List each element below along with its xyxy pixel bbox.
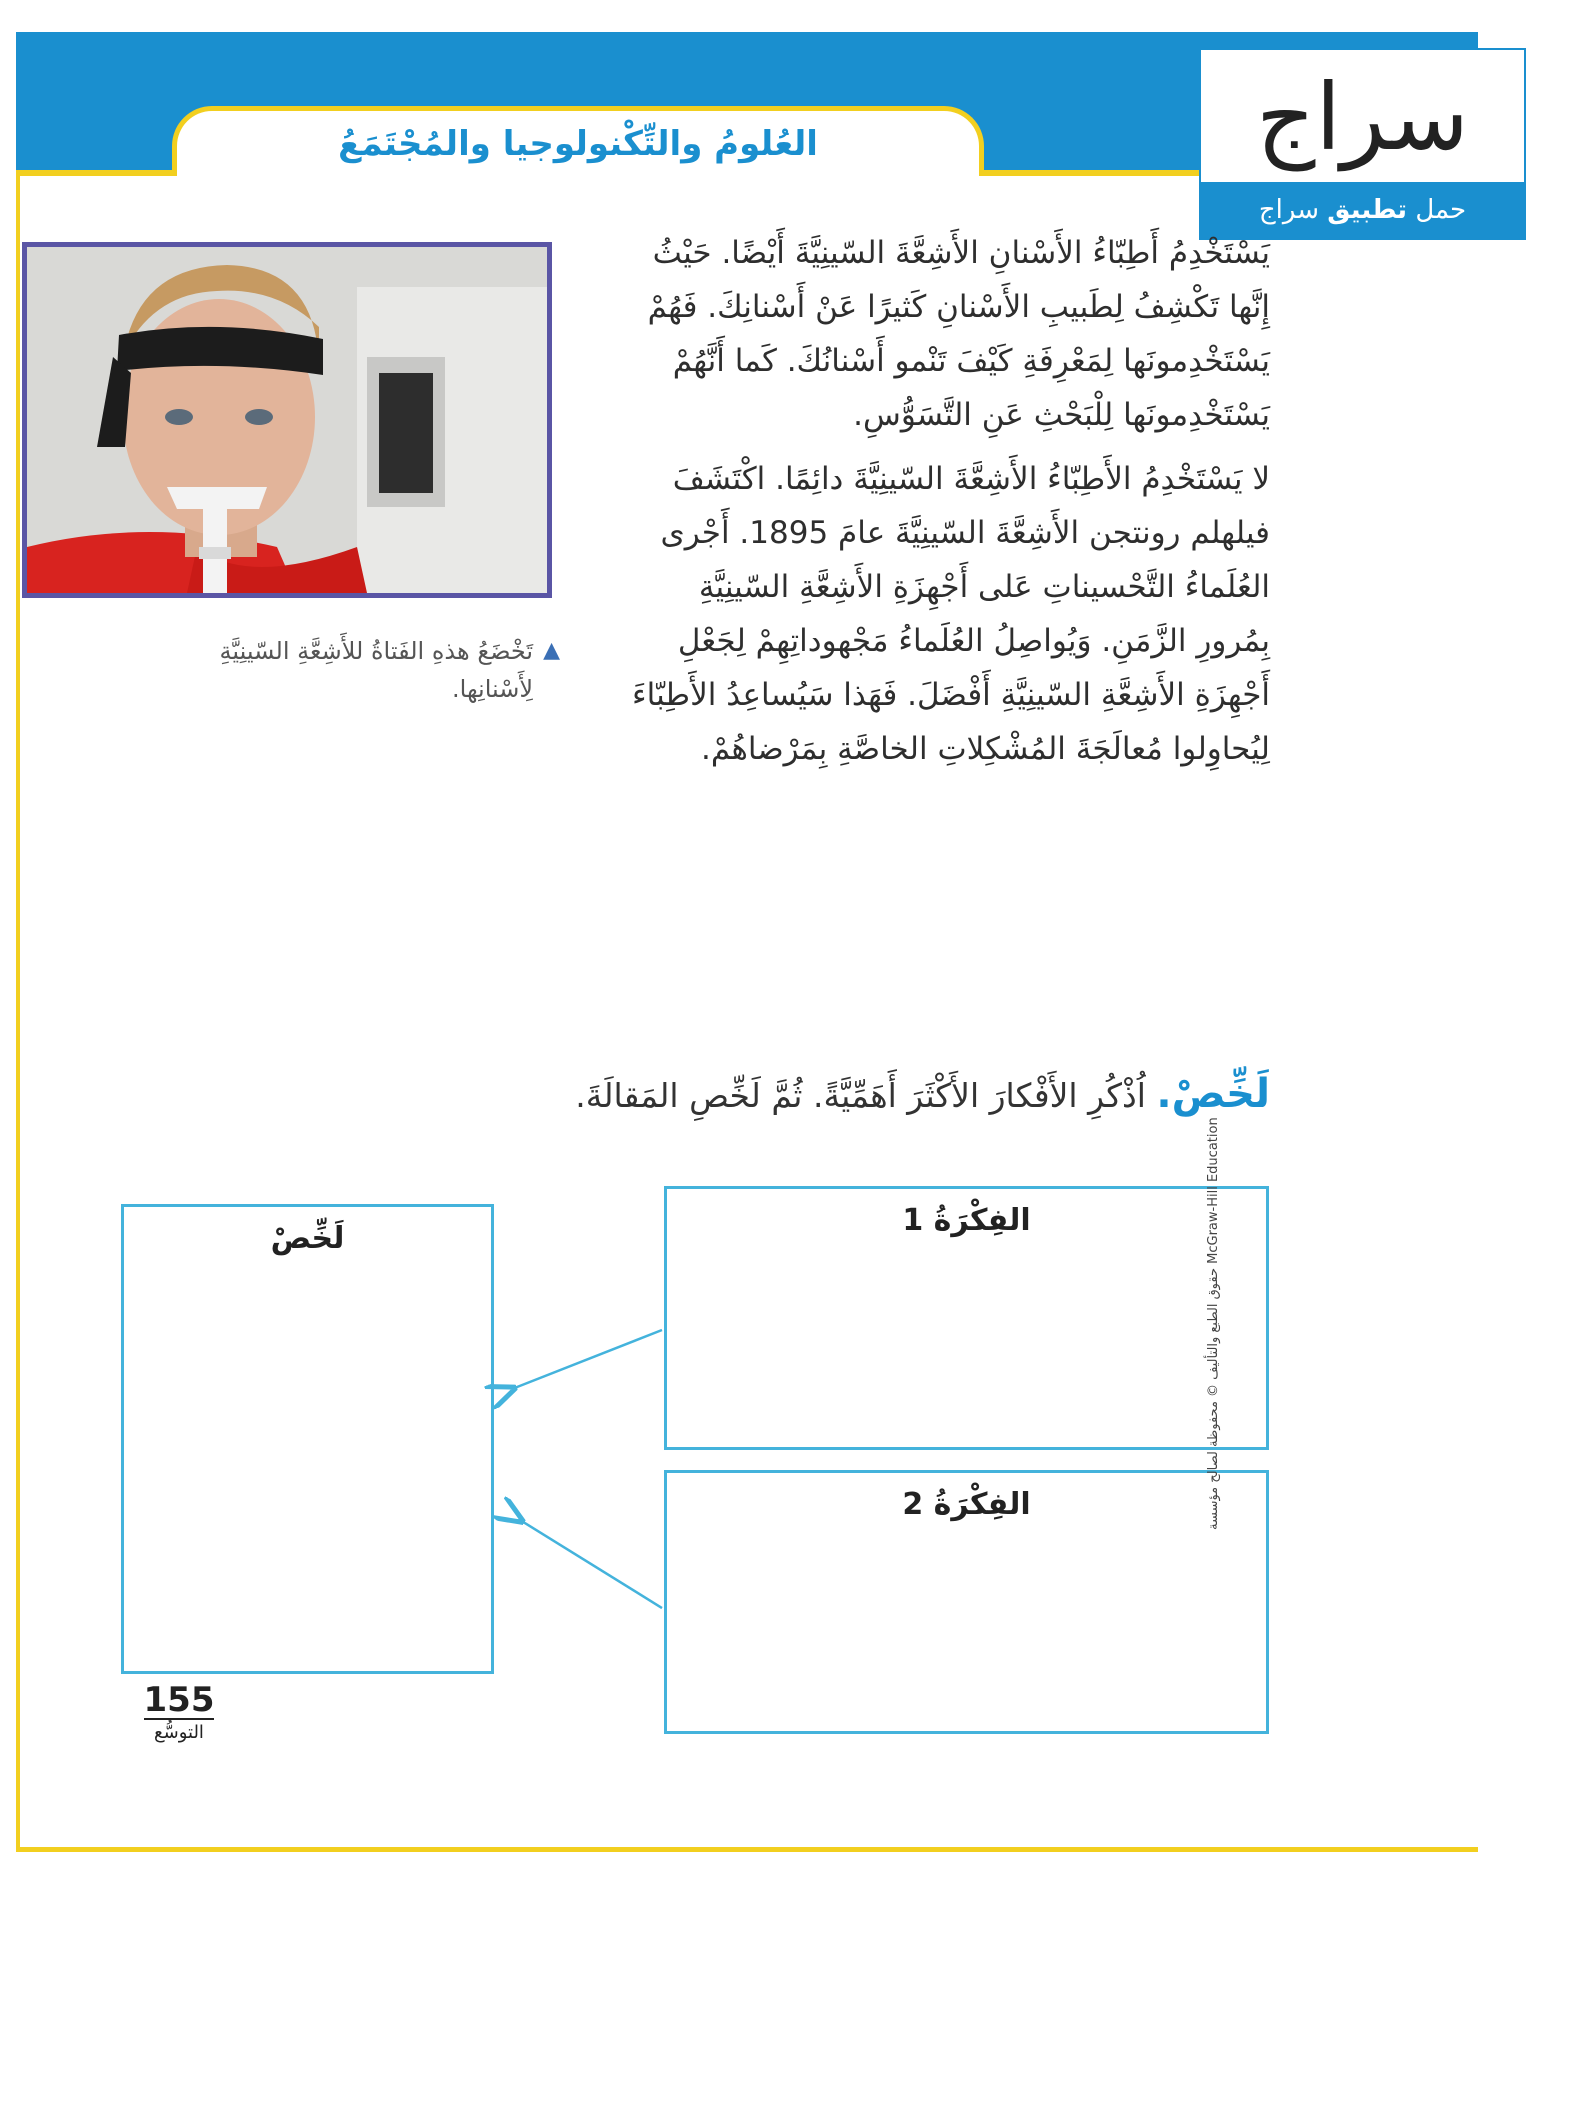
logo-word: سراج [1256, 64, 1469, 171]
activity-instruction-text: اُذْكُرِ الأَفْكارَ الأَكْثَرَ أَهَمِّيَّةً. ثُمَّ لَخِّصِ المَقالَةَ. [575, 1076, 1146, 1115]
article-paragraph-2: لا يَسْتَخْدِمُ الأَطِبّاءُ الأَشِعَّةَ السّينِيَّةَ دائِمًا. اكْتَشَفَ فيلهلم رونتجن الأَشِعَّةَ السّينِيَّةَ عامَ 1895. أَجْرى العُلَماءُ التَّحْسيناتِ عَلى أَجْهِزَةِ الأَشِعَّةِ السّينِيَّةِ بِمُرورِ الزَّمَنِ. وَيُواصِلُ العُلَماءُ مَجْهوداتِهِمْ لِجَعْلِ أَجْهِزَةِ الأَشِعَّةِ السّينِيَّةِ أَفْضَلَ. فَهَذا سَيُساعِدُ الأَطِبّاءَ لِيُحاوِلوا مُعالَجَةَ المُشْكِلاتِ الخاصَّةِ بِمَرْضاهُمْ. [632, 461, 1270, 767]
summary-box[interactable] [121, 1204, 494, 1674]
activity-label: لَخِّصْ. [1156, 1071, 1270, 1117]
article-paragraph-1: يَسْتَخْدِمُ أَطِبّاءُ الأَسْنانِ الأَشِعَّةَ السّينِيَّةَ أَيْضًا. حَيْثُ إِنَّها تَكْشِفُ لِطَبيبِ الأَسْنانِ كَثيرًا عَنْ أَسْنانِكَ. فَهُمْ يَسْتَخْدِمونَها لِمَعْرِفَةِ كَيْفَ تَنْمو أَسْنانُكَ. كَما أَنَّهُمْ يَسْتَخْدِمونَها لِلْبَحْثِ عَنِ التَّسَوُّسِ. [647, 235, 1270, 433]
copyright-notice: حقوق الطبع والتأليف © محفوظة لصالح مؤسسة McGraw-Hill Education [1206, 1117, 1221, 1530]
idea-2-box[interactable] [664, 1470, 1269, 1734]
caption-triangle-icon: ▲ [543, 638, 560, 663]
page-section-label: التوسُّع [154, 1722, 204, 1743]
idea-1-title: الفِكْرَةُ 1 [902, 1203, 1031, 1238]
section-title: العُلومُ والتِّكْنولوجيا والمُجْتَمَعُ [338, 123, 818, 164]
dental-xray-photo [27, 247, 547, 593]
siraj-logo[interactable] [1199, 48, 1526, 240]
summary-box-title: لَخِّصْ [270, 1221, 345, 1256]
tagline-bold: تطبيق [1327, 195, 1408, 225]
activity-instruction [480, 1064, 1270, 1126]
caption-text: تَخْضَعُ هذهِ الفَتاةُ للأَشِعَّةِ السّينِيَّةِ لِأَسْنانِها. [219, 637, 534, 703]
idea-1-box[interactable] [664, 1186, 1269, 1450]
idea-2-title: الفِكْرَةُ 2 [902, 1487, 1031, 1522]
photo-frame [22, 242, 552, 598]
section-title-tab [172, 106, 984, 176]
tagline-prefix: حمل [1415, 195, 1467, 225]
article-text [630, 226, 1270, 786]
tagline-suffix: سراج [1258, 195, 1320, 225]
photo-caption [200, 632, 560, 708]
page-number: 155 [143, 1680, 215, 1720]
page-number-block [134, 1682, 224, 1746]
